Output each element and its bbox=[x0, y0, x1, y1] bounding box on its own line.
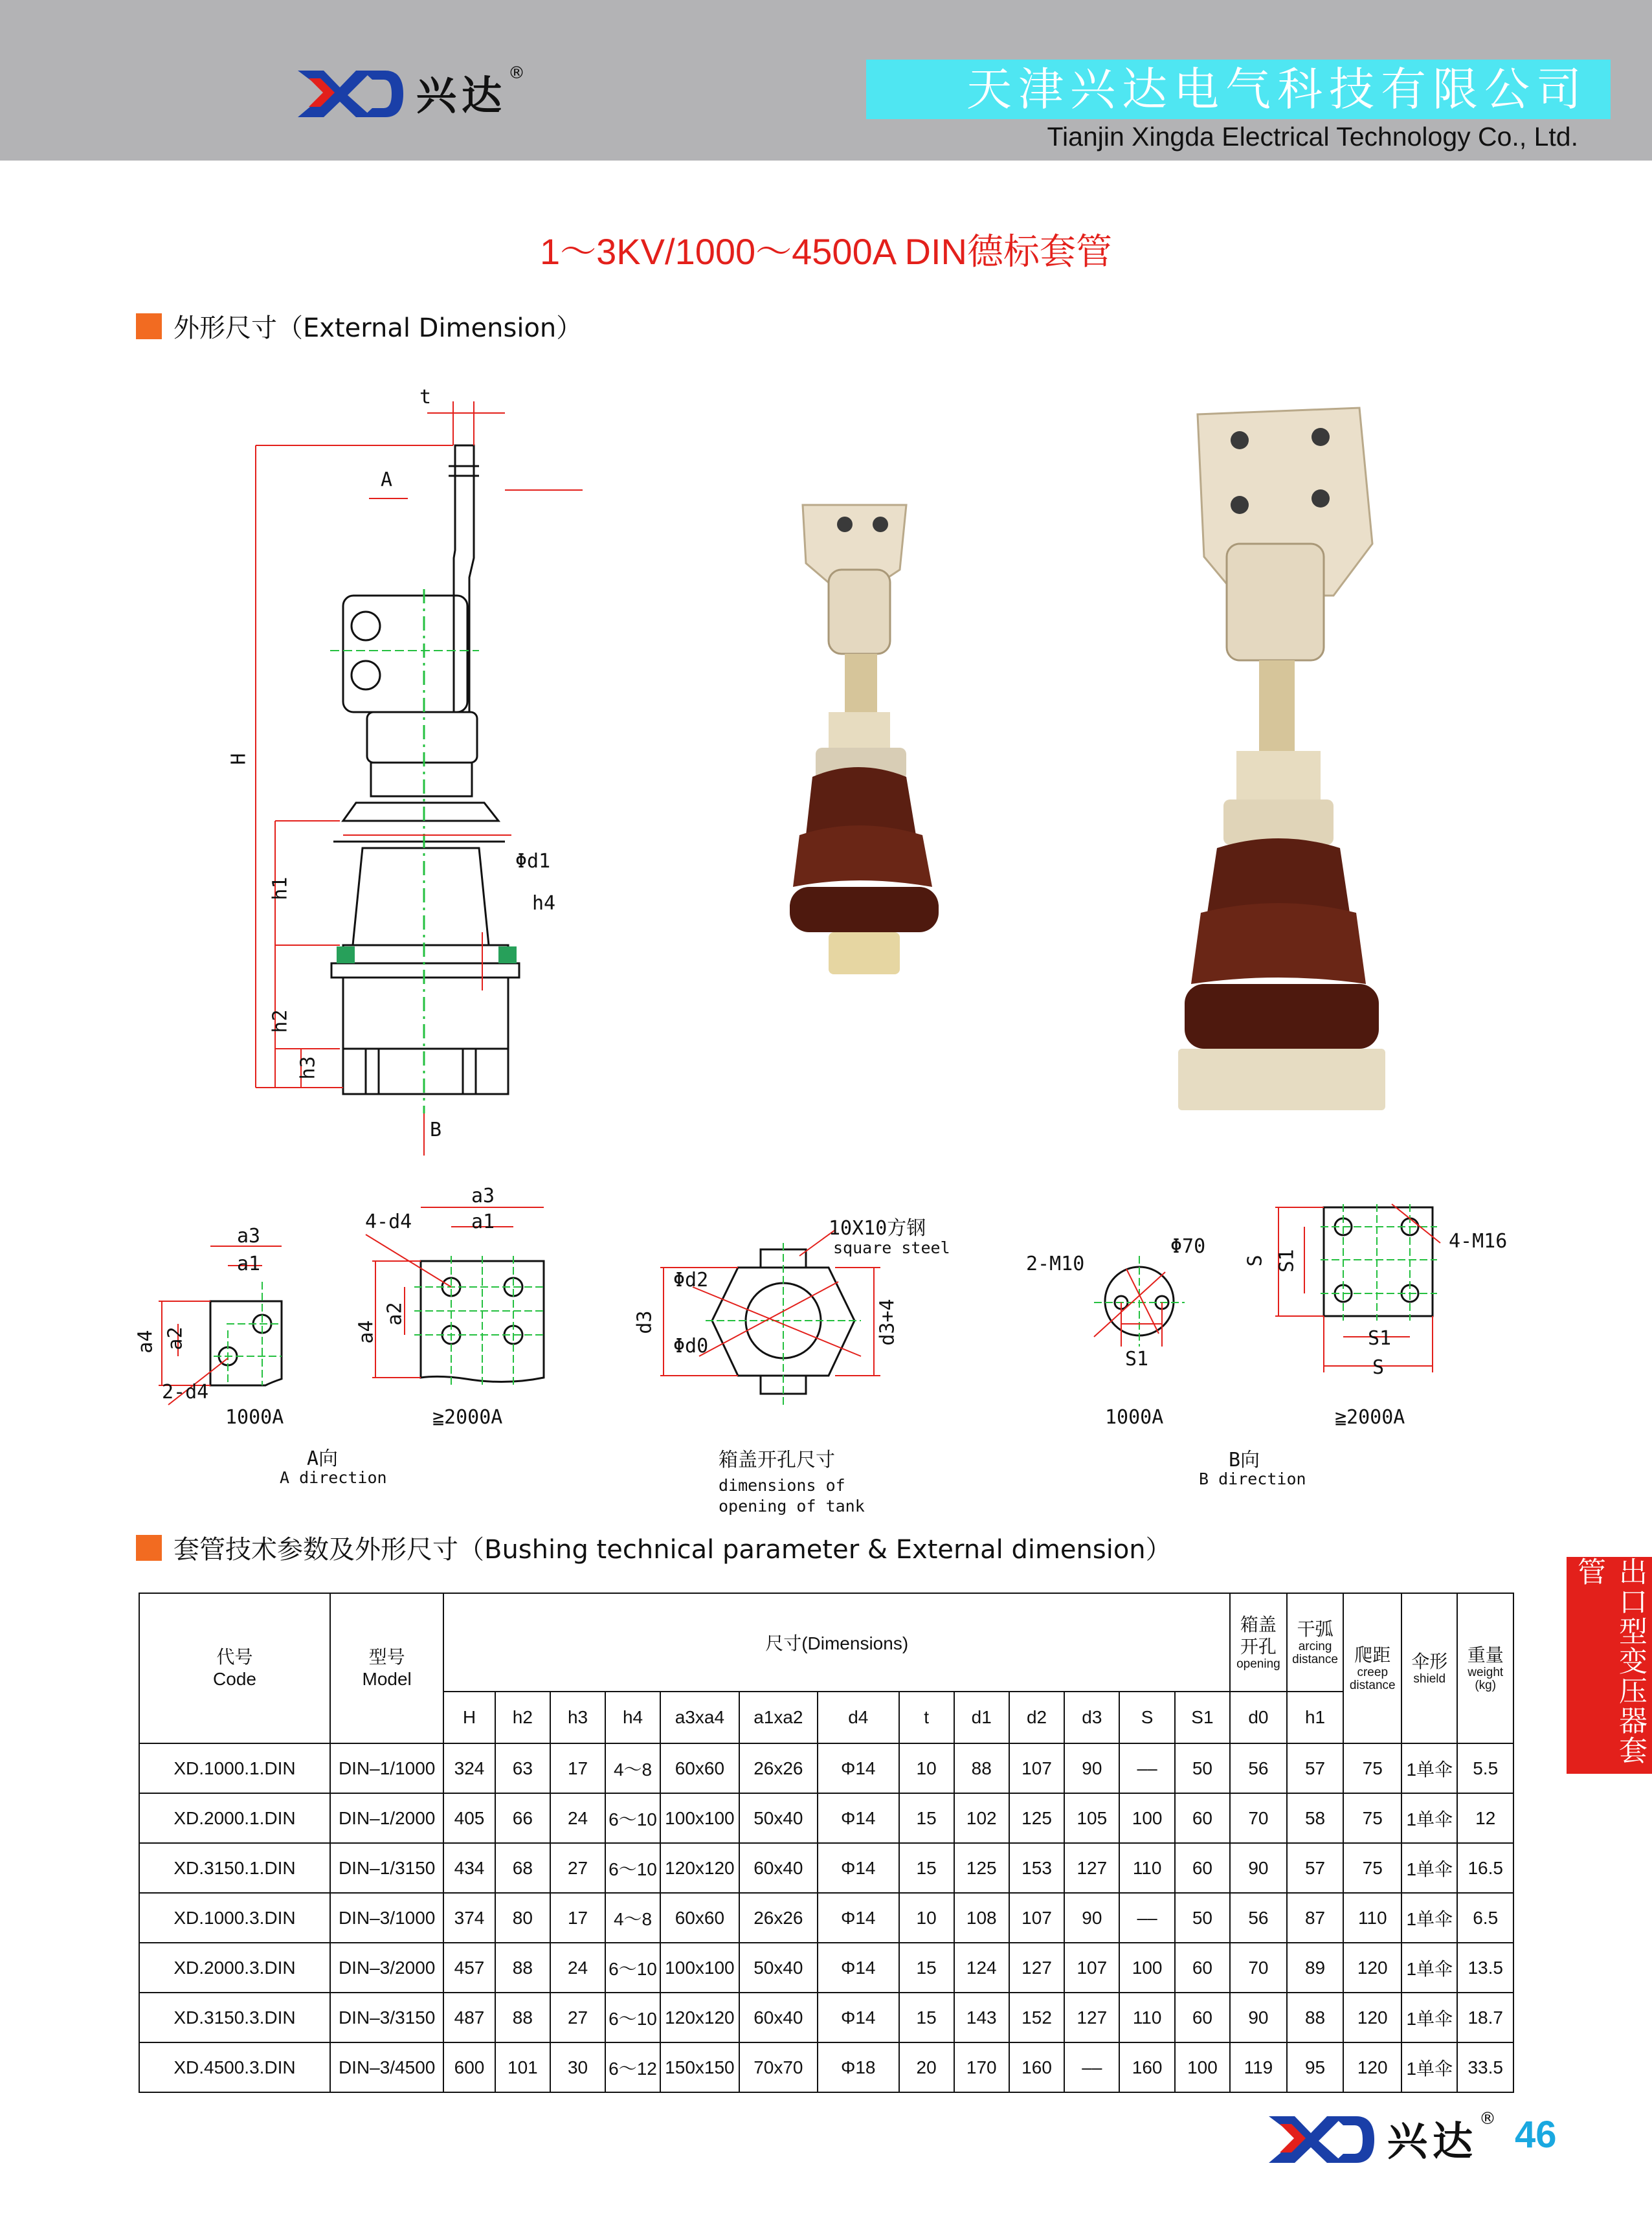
table-cell: 24 bbox=[550, 1793, 605, 1843]
table-cell: Φ14 bbox=[818, 1943, 899, 1993]
table-cell: 405 bbox=[443, 1793, 495, 1843]
table-cell: 487 bbox=[443, 1993, 495, 2042]
subheader-d0: d0 bbox=[1230, 1692, 1287, 1743]
a-dir-caption-1000: 1000A bbox=[225, 1406, 284, 1429]
table-cell: 6～10 bbox=[605, 1943, 660, 1993]
table-cell: 15 bbox=[899, 1843, 954, 1893]
table-cell: 102 bbox=[954, 1793, 1009, 1843]
company-name-en: Tianjin Xingda Electrical Technology Co., Ltd. bbox=[1047, 122, 1578, 151]
table-cell: XD.3150.3.DIN bbox=[139, 1993, 330, 2042]
table-cell: 105 bbox=[1064, 1793, 1119, 1843]
table-cell: 60 bbox=[1175, 1843, 1230, 1893]
table-cell: 50 bbox=[1175, 1893, 1230, 1943]
b-dir-s-horizontal: S bbox=[1372, 1356, 1385, 1379]
table-cell: 87 bbox=[1287, 1893, 1344, 1943]
table-cell: 60x40 bbox=[739, 1843, 818, 1893]
table-row bbox=[139, 1893, 1513, 1943]
table-cell: 107 bbox=[1064, 1943, 1119, 1993]
table-cell: 6～10 bbox=[605, 1993, 660, 2042]
table-cell: 24 bbox=[550, 1943, 605, 1993]
table-row bbox=[139, 1943, 1513, 1993]
table-cell: Φ14 bbox=[818, 1843, 899, 1893]
table-cell: 90 bbox=[1230, 1993, 1287, 2042]
footer-logo bbox=[1266, 2107, 1496, 2169]
table-cell: 124 bbox=[954, 1943, 1009, 1993]
header-arcing: 干弧 arcing distance bbox=[1287, 1593, 1344, 1692]
table-cell: 33.5 bbox=[1457, 2042, 1513, 2092]
section-marker bbox=[136, 1535, 162, 1561]
table-cell: –– bbox=[1119, 1893, 1174, 1943]
table-cell: 110 bbox=[1119, 1843, 1174, 1893]
table-cell: 100 bbox=[1119, 1793, 1174, 1843]
b-dir-s1-vertical: S1 bbox=[1275, 1249, 1299, 1273]
a-dir-name-cn: A向 bbox=[307, 1448, 339, 1470]
table-cell: 600 bbox=[443, 2042, 495, 2092]
tank-d3-plus-4: d3+4 bbox=[876, 1299, 899, 1346]
table-cell: DIN–3/4500 bbox=[330, 2042, 443, 2092]
section-label: 外形尺寸（External Dimension） bbox=[173, 313, 583, 343]
side-tab-label: 出口型变压器套管 bbox=[1572, 1557, 1647, 1765]
brand-name: 兴达 bbox=[1387, 2118, 1479, 2165]
bushing-photo-large bbox=[1165, 401, 1398, 1120]
table-cell: 56 bbox=[1230, 1743, 1287, 1793]
table-cell: 88 bbox=[495, 1993, 550, 2042]
table-cell: 30 bbox=[550, 2042, 605, 2092]
a-dir-a1-large: a1 bbox=[471, 1211, 495, 1233]
table-cell: 150x150 bbox=[660, 2042, 739, 2092]
tank-steel-cn: 10X10方钢 bbox=[829, 1217, 926, 1240]
table-cell: 324 bbox=[443, 1743, 495, 1793]
bushing-side-drawing bbox=[233, 388, 583, 1165]
table-cell: 89 bbox=[1287, 1943, 1344, 1993]
bushing-photo-small bbox=[777, 498, 990, 1081]
table-cell: 6.5 bbox=[1457, 1893, 1513, 1943]
tank-steel-en: square steel bbox=[833, 1238, 950, 1257]
table-cell: 153 bbox=[1009, 1843, 1064, 1893]
table-cell: 57 bbox=[1287, 1743, 1344, 1793]
table-cell: 60x40 bbox=[739, 1993, 818, 2042]
table-row bbox=[139, 1993, 1513, 2042]
table-cell: 6～12 bbox=[605, 2042, 660, 2092]
b-dir-s1-horizontal: S1 bbox=[1368, 1327, 1392, 1350]
section-heading-parameters bbox=[136, 1529, 1172, 1566]
table-cell: –– bbox=[1119, 1743, 1174, 1793]
table-cell: XD.1000.1.DIN bbox=[139, 1743, 330, 1793]
table-cell: 120 bbox=[1343, 1943, 1401, 1993]
table-cell: 127 bbox=[1009, 1943, 1064, 1993]
table-cell: 50 bbox=[1175, 1743, 1230, 1793]
table-cell: 1单伞 bbox=[1401, 1743, 1457, 1793]
b-dir-caption-2000: ≧2000A bbox=[1335, 1406, 1405, 1429]
table-cell: 26x26 bbox=[739, 1743, 818, 1793]
table-row bbox=[139, 1743, 1513, 1793]
table-cell: 27 bbox=[550, 1843, 605, 1893]
table-cell: 152 bbox=[1009, 1993, 1064, 2042]
table-cell: 1单伞 bbox=[1401, 1993, 1457, 2042]
b-dir-caption-1000: 1000A bbox=[1105, 1406, 1164, 1429]
table-cell: 160 bbox=[1009, 2042, 1064, 2092]
table-cell: 75 bbox=[1343, 1843, 1401, 1893]
table-cell: 70x70 bbox=[739, 2042, 818, 2092]
table-cell: 90 bbox=[1064, 1893, 1119, 1943]
table-cell: 60 bbox=[1175, 1993, 1230, 2042]
registered-mark: ® bbox=[508, 63, 526, 83]
table-cell: 88 bbox=[1287, 1993, 1344, 2042]
subheader-h3: h3 bbox=[550, 1692, 605, 1743]
table-cell: 26x26 bbox=[739, 1893, 818, 1943]
table-cell: DIN–1/2000 bbox=[330, 1793, 443, 1843]
table-cell: 110 bbox=[1343, 1893, 1401, 1943]
subheader-s: S bbox=[1119, 1692, 1174, 1743]
subheader-d2: d2 bbox=[1009, 1692, 1064, 1743]
tank-d0: Φd0 bbox=[673, 1335, 709, 1358]
table-cell: 100x100 bbox=[660, 1793, 739, 1843]
table-cell: 10 bbox=[899, 1893, 954, 1943]
table-cell: Φ14 bbox=[818, 1793, 899, 1843]
table-cell: XD.3150.1.DIN bbox=[139, 1843, 330, 1893]
table-cell: 95 bbox=[1287, 2042, 1344, 2092]
subheader-h1: h1 bbox=[1287, 1692, 1344, 1743]
table-row bbox=[139, 1793, 1513, 1843]
table-cell: 120 bbox=[1343, 1993, 1401, 2042]
table-cell: 58 bbox=[1287, 1793, 1344, 1843]
table-cell: 63 bbox=[495, 1743, 550, 1793]
table-cell: 100 bbox=[1119, 1943, 1174, 1993]
b-dir-s-vertical: S bbox=[1244, 1255, 1267, 1267]
table-cell: 70 bbox=[1230, 1943, 1287, 1993]
b-dir-phi70: Φ70 bbox=[1170, 1235, 1206, 1258]
table-cell: 90 bbox=[1064, 1743, 1119, 1793]
table-cell: XD.2000.3.DIN bbox=[139, 1943, 330, 1993]
header-creep: 爬距 creep distance bbox=[1343, 1593, 1401, 1743]
xd-logo-icon bbox=[295, 65, 405, 120]
tank-name-en-1: dimensions of bbox=[719, 1476, 845, 1495]
brand-name: 兴达 bbox=[416, 72, 508, 119]
table-cell: 101 bbox=[495, 2042, 550, 2092]
table-cell: –– bbox=[1064, 2042, 1119, 2092]
subheader-s1: S1 bbox=[1175, 1692, 1230, 1743]
table-cell: 68 bbox=[495, 1843, 550, 1893]
a-dir-caption-2000: ≧2000A bbox=[432, 1406, 503, 1429]
b-dir-s1-small: S1 bbox=[1125, 1348, 1149, 1370]
table-row bbox=[139, 2042, 1513, 2092]
header-shield: 伞形 shield bbox=[1401, 1593, 1457, 1743]
table-cell: DIN–3/3150 bbox=[330, 1993, 443, 2042]
table-cell: 15 bbox=[899, 1943, 954, 1993]
subheader-d1: d1 bbox=[954, 1692, 1009, 1743]
table-cell: 4～8 bbox=[605, 1893, 660, 1943]
table-cell: Φ14 bbox=[818, 1743, 899, 1793]
page-title: 1～3KV/1000～4500A DIN德标套管 bbox=[540, 231, 1112, 272]
table-cell: 120 bbox=[1343, 2042, 1401, 2092]
table-cell: 100x100 bbox=[660, 1943, 739, 1993]
table-cell: 16.5 bbox=[1457, 1843, 1513, 1893]
dim-label-h: H bbox=[227, 753, 251, 765]
header-opening: 箱盖 开孔 opening bbox=[1230, 1593, 1287, 1692]
table-cell: 125 bbox=[1009, 1793, 1064, 1843]
dim-label-h3: h3 bbox=[296, 1056, 320, 1080]
table-cell: XD.2000.1.DIN bbox=[139, 1793, 330, 1843]
table-cell: DIN–3/2000 bbox=[330, 1943, 443, 1993]
tank-name-en-2: opening of tank bbox=[719, 1497, 865, 1515]
table-cell: 1单伞 bbox=[1401, 2042, 1457, 2092]
dim-label-b: B bbox=[430, 1119, 442, 1141]
page-number: 46 bbox=[1515, 2114, 1557, 2156]
subheader-h4: h4 bbox=[605, 1692, 660, 1743]
tank-name-cn: 箱盖开孔尺寸 bbox=[719, 1449, 835, 1471]
table-cell: 125 bbox=[954, 1843, 1009, 1893]
a-dir-a3-large: a3 bbox=[471, 1185, 495, 1207]
table-cell: 10 bbox=[899, 1743, 954, 1793]
table-cell: 17 bbox=[550, 1893, 605, 1943]
table-cell: 107 bbox=[1009, 1893, 1064, 1943]
b-dir-name-cn: B向 bbox=[1229, 1449, 1260, 1471]
b-dir-name-en: B direction bbox=[1199, 1470, 1306, 1488]
table-cell: 66 bbox=[495, 1793, 550, 1843]
a-dir-a2-small: a2 bbox=[164, 1326, 187, 1350]
a-dir-a3-small: a3 bbox=[237, 1225, 261, 1247]
tank-d2: Φd2 bbox=[673, 1269, 709, 1291]
table-cell: 60 bbox=[1175, 1943, 1230, 1993]
table-cell: 88 bbox=[495, 1943, 550, 1993]
a-dir-a4-large: a4 bbox=[355, 1320, 378, 1344]
table-cell: Φ14 bbox=[818, 1993, 899, 2042]
table-cell: 127 bbox=[1064, 1843, 1119, 1893]
table-cell: XD.1000.3.DIN bbox=[139, 1893, 330, 1943]
table-cell: DIN–1/1000 bbox=[330, 1743, 443, 1793]
header-dimensions: 尺寸(Dimensions) bbox=[443, 1593, 1230, 1692]
brand-logo bbox=[295, 61, 525, 123]
table-cell: 107 bbox=[1009, 1743, 1064, 1793]
subheader-h2: h2 bbox=[495, 1692, 550, 1743]
table-cell: 60x60 bbox=[660, 1893, 739, 1943]
subheader-d4: d4 bbox=[818, 1692, 899, 1743]
subheader-a3xa4: a3xa4 bbox=[660, 1692, 739, 1743]
table-cell: 127 bbox=[1064, 1993, 1119, 2042]
table-cell: 170 bbox=[954, 2042, 1009, 2092]
table-cell: 119 bbox=[1230, 2042, 1287, 2092]
a-dir-a4-small: a4 bbox=[134, 1330, 157, 1354]
header-model: 型号 Model bbox=[330, 1593, 443, 1743]
table-body bbox=[139, 1743, 1513, 2092]
table-cell: 80 bbox=[495, 1893, 550, 1943]
table-cell: 1单伞 bbox=[1401, 1893, 1457, 1943]
table-cell: 20 bbox=[899, 2042, 954, 2092]
table-cell: 75 bbox=[1343, 1743, 1401, 1793]
table-cell: XD.4500.3.DIN bbox=[139, 2042, 330, 2092]
dim-label-a: A bbox=[381, 469, 393, 491]
table-cell: Φ18 bbox=[818, 2042, 899, 2092]
table-cell: 4～8 bbox=[605, 1743, 660, 1793]
a-dir-2d4: 2-d4 bbox=[162, 1381, 209, 1403]
table-cell: 18.7 bbox=[1457, 1993, 1513, 2042]
table-cell: 143 bbox=[954, 1993, 1009, 2042]
dim-label-h1: h1 bbox=[269, 877, 292, 900]
a-dir-name-en: A direction bbox=[280, 1468, 387, 1487]
spec-table bbox=[139, 1593, 1514, 2093]
table-cell: Φ14 bbox=[818, 1893, 899, 1943]
dim-label-d1: Φd1 bbox=[515, 850, 551, 873]
header-weight: 重量 weight (kg) bbox=[1457, 1593, 1513, 1743]
a-dir-a1-small: a1 bbox=[237, 1253, 261, 1275]
section-marker bbox=[136, 313, 162, 339]
table-row bbox=[139, 1843, 1513, 1893]
table-cell: 50x40 bbox=[739, 1793, 818, 1843]
table-cell: 17 bbox=[550, 1743, 605, 1793]
table-cell: 120x120 bbox=[660, 1993, 739, 2042]
table-cell: 457 bbox=[443, 1943, 495, 1993]
table-cell: 100 bbox=[1175, 2042, 1230, 2092]
table-cell: 13.5 bbox=[1457, 1943, 1513, 1993]
table-cell: DIN–3/1000 bbox=[330, 1893, 443, 1943]
table-cell: 60 bbox=[1175, 1793, 1230, 1843]
table-cell: 70 bbox=[1230, 1793, 1287, 1843]
table-cell: 27 bbox=[550, 1993, 605, 2042]
b-dir-m10: 2-M10 bbox=[1026, 1253, 1085, 1275]
table-cell: 56 bbox=[1230, 1893, 1287, 1943]
table-cell: 57 bbox=[1287, 1843, 1344, 1893]
table-cell: 6～10 bbox=[605, 1843, 660, 1893]
table-cell: 88 bbox=[954, 1743, 1009, 1793]
dim-label-t: t bbox=[419, 386, 432, 408]
table-cell: 110 bbox=[1119, 1993, 1174, 2042]
subheader-h: H bbox=[443, 1692, 495, 1743]
table-cell: 108 bbox=[954, 1893, 1009, 1943]
table-cell: 6～10 bbox=[605, 1793, 660, 1843]
table-cell: 15 bbox=[899, 1993, 954, 2042]
table-cell: 434 bbox=[443, 1843, 495, 1893]
section-label: 套管技术参数及外形尺寸（Bushing technical parameter & External dimension） bbox=[173, 1535, 1172, 1565]
subheader-t: t bbox=[899, 1692, 954, 1743]
b-dir-m16: 4-M16 bbox=[1449, 1230, 1508, 1253]
table-cell: 12 bbox=[1457, 1793, 1513, 1843]
table-cell: 1单伞 bbox=[1401, 1793, 1457, 1843]
table-cell: DIN–1/3150 bbox=[330, 1843, 443, 1893]
table-cell: 75 bbox=[1343, 1793, 1401, 1843]
a-dir-4d4: 4-d4 bbox=[365, 1211, 412, 1233]
table-cell: 15 bbox=[899, 1793, 954, 1843]
table-cell: 60x60 bbox=[660, 1743, 739, 1793]
registered-mark: ® bbox=[1479, 2108, 1497, 2129]
table-cell: 50x40 bbox=[739, 1943, 818, 1993]
table-cell: 5.5 bbox=[1457, 1743, 1513, 1793]
company-name-cn: 天津兴达电气科技有限公司 bbox=[966, 63, 1588, 116]
subheader-d3: d3 bbox=[1064, 1692, 1119, 1743]
a-dir-a2-large: a2 bbox=[383, 1302, 407, 1326]
dim-label-h4: h4 bbox=[532, 892, 556, 915]
table-cell: 120x120 bbox=[660, 1843, 739, 1893]
table-cell: 374 bbox=[443, 1893, 495, 1943]
tank-d3: d3 bbox=[633, 1310, 656, 1334]
table-cell: 1单伞 bbox=[1401, 1943, 1457, 1993]
header-code: 代号 Code bbox=[139, 1593, 330, 1743]
subheader-a1xa2: a1xa2 bbox=[739, 1692, 818, 1743]
table-cell: 90 bbox=[1230, 1843, 1287, 1893]
dim-label-h2: h2 bbox=[269, 1009, 292, 1033]
table-cell: 160 bbox=[1119, 2042, 1174, 2092]
section-heading-dimension bbox=[136, 307, 582, 344]
table-cell: 1单伞 bbox=[1401, 1843, 1457, 1893]
xd-logo-icon bbox=[1266, 2111, 1376, 2165]
